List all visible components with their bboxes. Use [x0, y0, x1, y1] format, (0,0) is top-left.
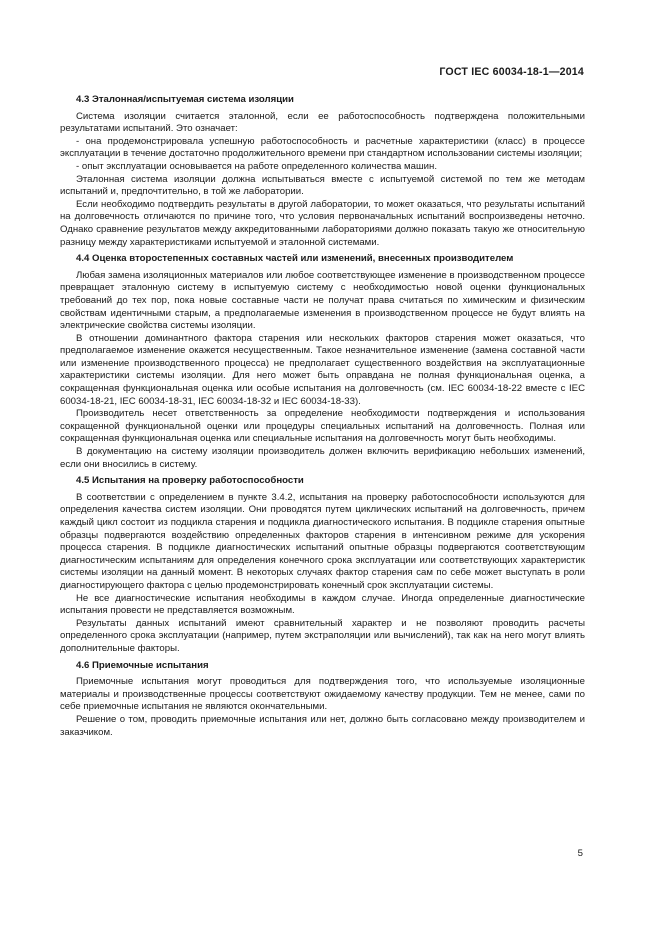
paragraph: Эталонная система изоляции должна испытываться вместе с испытуемой системой по тем же методам испытаний и, предпочтительно, в той же лаборатории.	[60, 173, 585, 198]
paragraph: В соответствии с определением в пункте 3.4.2, испытания на проверку работоспособности используются для определения качества систем изоляции. Они проводятся путем циклических испытаний на долговечность, причем каждый цикл состоит из подцикла старения и подцикла диагностического испытания. В подцикле старения опытные образцы подвергаются воздействию определенных факторов старения в интенсивном режиме для ускорения процесса старения. В подцикле диагностических испытаний опытные образцы подвергаются соответствующим диагностическим испытаниям для определения конечного срока эксплуатации или соответствующих характеристик системы изоляции на данный момент. В некоторых случаях фактор старения сам по себе может выступать в роли диагностирующего фактора с целью продемонстрировать конечный срок эксплуатации системы.	[60, 491, 585, 591]
page-number: 5	[577, 848, 583, 859]
paragraph: Система изоляции считается эталонной, если ее работоспособность подтверждена положительными результатами испытаний. Это означает:	[60, 110, 585, 135]
paragraph: Если необходимо подтвердить результаты в другой лаборатории, то может оказаться, что результаты испытаний на долговечность отличаются по причине того, что условия первоначальных испытаний воспроизведены неточно. Однако сравнение результатов между аккредитованными лабораториями должно показать такую же относительную разницу между характеристиками испытуемой и эталонной системами.	[60, 198, 585, 248]
section-4-6	[60, 660, 585, 740]
paragraph: Не все диагностические испытания необходимы в каждом случае. Иногда определенные диагностические испытания провести не представляется возможным.	[60, 592, 585, 617]
section-title: 4.6 Приемочные испытания	[76, 659, 209, 671]
section-title: 4.3 Эталонная/испытуемая система изоляции	[76, 94, 294, 105]
section-4-5	[60, 475, 585, 655]
document-body	[60, 94, 585, 739]
section-4-3	[60, 94, 585, 249]
paragraph: Результаты данных испытаний имеют сравнительный характер и не позволяют проводить расчеты определенного срока эксплуатации (например, путем экстраполяции или вычислений), так как на него могут влиять дополнительные факторы.	[60, 617, 585, 654]
paragraph: Любая замена изоляционных материалов или любое соответствующее изменение в производственном процессе превращает эталонную систему в испытуемую систему с необходимостью новой оценки функциональных требований до тех пор, пока новые составные части не получат права считаться по химическим и физическим свойствам идентичными старым, а предполагаемые изменения в производственном процессе не будут влиять на электрические свойства системы изоляции.	[60, 269, 585, 332]
paragraph: Производитель несет ответственность за определение необходимости подтверждения и использования сокращенной функциональной оценки или процедуры специальных испытаний на долговечность. Полная или сокращенная функциональная оценка или специальные испытания на долговечность могут быть необходимы.	[60, 408, 585, 445]
paragraph: В документацию на систему изоляции производитель должен включить верификацию небольших изменений, если они вносились в систему.	[60, 446, 585, 470]
section-title: 4.4 Оценка второстепенных составных частей или изменений, внесенных производителем	[76, 253, 514, 265]
section-title: 4.5 Испытания на проверку работоспособности	[76, 475, 304, 487]
list-item: - опыт эксплуатации основывается на работе определенного количества машин.	[76, 160, 437, 172]
paragraph: В отношении доминантного фактора старения или нескольких факторов старения может оказаться, что предполагаемое изменение окажется несущественным. Такое незначительное изменение (замена составной части или изменение производственного процесса) не предполагает существенного воздействия на эксплуатационные характеристики системы изоляции. Для него может быть оправдана не полная функциональная оценка, а сокращенная функциональная оценка или особые испытания на долговечность (см. IEC 60034-18-22 вместе с IEC 60034-18-21, IEC 60034-18-31, IEC 60034-18-32 и IEC 60034-18-33).	[60, 332, 585, 407]
paragraph: Решение о том, проводить приемочные испытания или нет, должно быть согласовано между производителем и заказчиком.	[60, 713, 585, 738]
paragraph: Приемочные испытания могут проводиться для подтверждения того, что используемые изоляционные материалы и производственные процессы соответствуют ожидаемому качеству продукции. Тем не менее, сами по себе приемочные испытания не являются окончательными.	[60, 676, 585, 713]
section-4-4	[60, 253, 585, 471]
list-item: - она продемонстрировала успешную работоспособность и расчетные характеристики (класс) в процессе эксплуатации в течение достаточно продолжительного времени при стандартном использовании системы изоляции;	[60, 135, 585, 160]
document-header: ГОСТ IEC 60034-18-1—2014	[439, 66, 584, 78]
